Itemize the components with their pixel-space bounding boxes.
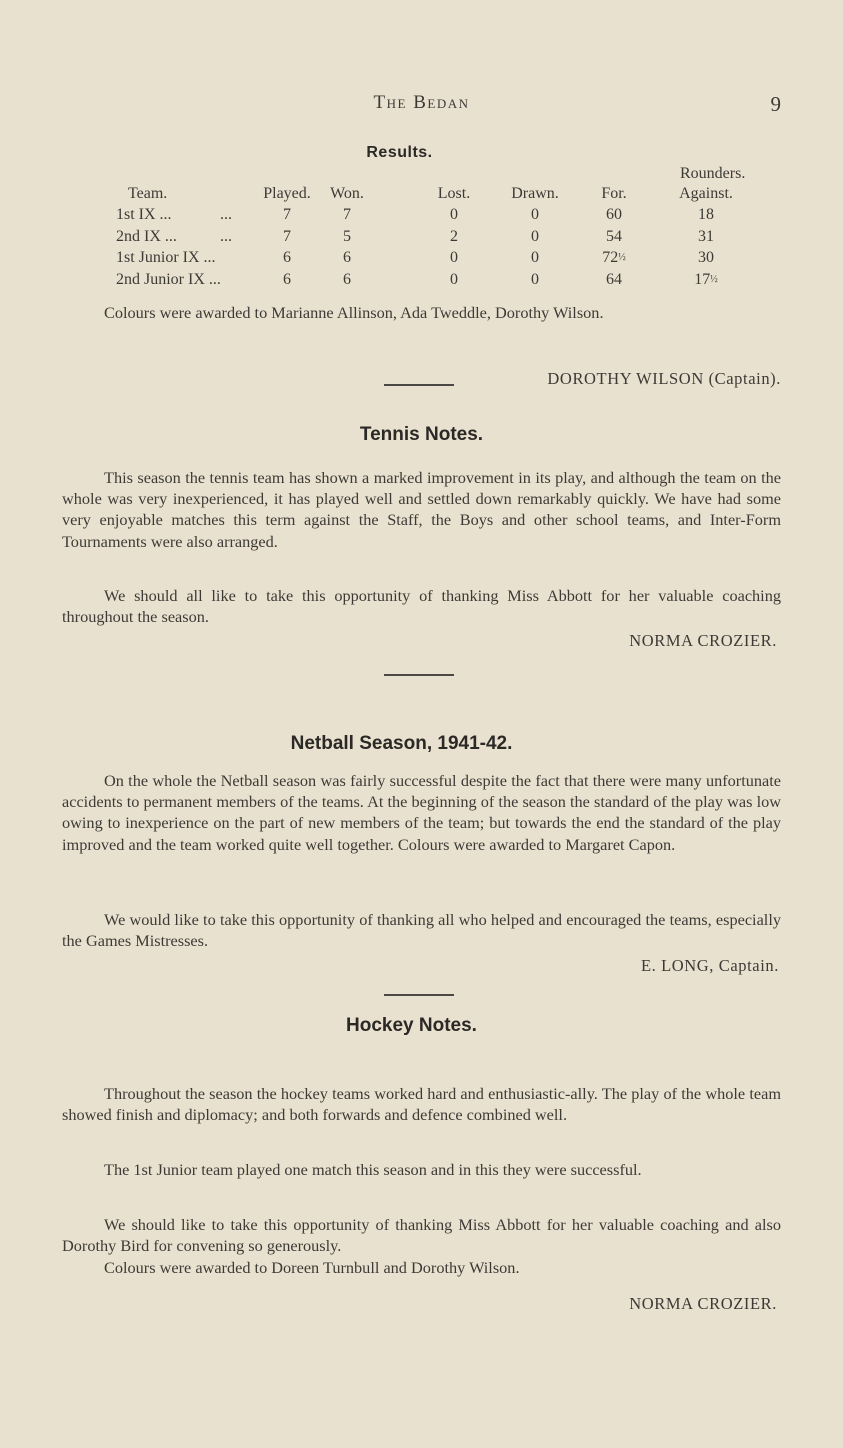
- against-value: 31: [698, 228, 714, 245]
- column-header-lost: Lost.: [437, 185, 471, 202]
- results-signature: DOROTHY WILSON (Captain).: [547, 369, 781, 388]
- running-head: The Bedan: [373, 92, 470, 113]
- column-header-against: Against.: [679, 185, 733, 202]
- rounders-column-group-header: Rounders.: [680, 165, 746, 182]
- table-cell-lost: 0: [450, 206, 458, 223]
- for-value: 54: [606, 228, 622, 245]
- for-value: 64: [606, 271, 622, 288]
- against-fraction: ½: [710, 274, 718, 285]
- table-cell-won: 6: [343, 271, 351, 288]
- results-heading: Results.: [366, 144, 433, 161]
- table-cell-won: 7: [343, 206, 351, 223]
- section-divider: [384, 994, 454, 996]
- table-cell-for: [589, 271, 639, 289]
- table-cell-against: [666, 228, 746, 246]
- column-header-drawn: Drawn.: [511, 185, 559, 202]
- for-value: 72: [602, 249, 619, 266]
- column-header-won: Won.: [330, 185, 364, 202]
- table-cell-drawn: 0: [531, 206, 539, 223]
- tennis-paragraph: We should all like to take this opportunity of thanking Miss Abbott for her valuable coaching throughout the season.: [62, 586, 781, 627]
- table-row-leader-dots: ...: [220, 228, 232, 245]
- hockey-paragraph: The 1st Junior team played one match this season and in this they were successful.: [104, 1160, 642, 1179]
- hockey-signature: NORMA CROZIER.: [629, 1294, 777, 1313]
- tennis-paragraph: This season the tennis team has shown a marked improvement in its play, and although the team on the whole was very inexperienced, it has played well and settled down remarkably quickly. We have had some very enjoyable matches this term against the Staff, the Boys and other school teams, and Inter-Form Tournaments were also arranged.: [62, 468, 781, 551]
- netball-signature: E. LONG, Captain.: [640, 956, 779, 975]
- table-cell-drawn: 0: [531, 271, 539, 288]
- netball-paragraph: We would like to take this opportunity of thanking all who helped and encouraged the teams, especially the Games Mistresses.: [62, 910, 781, 951]
- tennis-heading: Tennis Notes.: [359, 424, 484, 445]
- table-cell-lost: 2: [450, 228, 458, 245]
- table-cell-against: [666, 271, 746, 289]
- hockey-paragraph: Throughout the season the hockey teams worked hard and enthusiastic-ally. The play of the whole team showed finish and diplomacy; and both forwards and defence combined well.: [62, 1084, 781, 1125]
- results-colours-paragraph: Colours were awarded to Marianne Allinson, Ada Tweddle, Dorothy Wilson.: [104, 303, 604, 322]
- table-cell-drawn: 0: [531, 249, 539, 266]
- table-cell-for: [589, 228, 639, 246]
- table-cell-played: 6: [283, 271, 291, 288]
- table-row-leader-dots: ...: [220, 206, 232, 223]
- table-cell-played: 7: [283, 206, 291, 223]
- table-cell-won: 6: [343, 249, 351, 266]
- table-cell-for: [589, 249, 639, 267]
- table-row-team: 1st Junior IX ...: [116, 249, 216, 266]
- table-cell-won: 5: [343, 228, 351, 245]
- table-cell-against: [666, 249, 746, 267]
- for-fraction: ½: [618, 252, 626, 263]
- against-value: 18: [698, 206, 714, 223]
- for-value: 60: [606, 206, 622, 223]
- table-cell-played: 7: [283, 228, 291, 245]
- hockey-paragraph: We should like to take this opportunity of thanking Miss Abbott for her valuable coaching and also Dorothy Bird for convening so generously.: [62, 1215, 781, 1256]
- table-cell-lost: 0: [450, 271, 458, 288]
- netball-heading: Netball Season, 1941-42.: [290, 733, 513, 754]
- tennis-signature: NORMA CROZIER.: [629, 631, 777, 650]
- table-cell-lost: 0: [450, 249, 458, 266]
- table-row-team: 2nd IX ...: [116, 228, 177, 245]
- page-number: 9: [770, 92, 781, 116]
- table-cell-against: [666, 206, 746, 224]
- hockey-heading: Hockey Notes.: [346, 1015, 477, 1036]
- section-divider: [384, 674, 454, 676]
- column-header-team: Team.: [128, 185, 168, 202]
- table-cell-for: [589, 206, 639, 224]
- section-divider: [384, 384, 454, 386]
- table-cell-played: 6: [283, 249, 291, 266]
- column-header-played: Played.: [263, 185, 311, 202]
- table-row-team: 2nd Junior IX ...: [116, 271, 221, 288]
- results-table: [0, 0, 843, 290]
- table-row-team: 1st IX ...: [116, 206, 172, 223]
- column-header-for: For.: [601, 185, 627, 202]
- table-cell-drawn: 0: [531, 228, 539, 245]
- hockey-paragraph: Colours were awarded to Doreen Turnbull and Dorothy Wilson.: [104, 1258, 520, 1277]
- against-value: 30: [698, 249, 714, 266]
- netball-paragraph: On the whole the Netball season was fairly successful despite the fact that there were many unfortunate accidents to permanent members of the teams. At the beginning of the season the standard of the play was low owing to inexperience on the part of new members of the team; but towards the end the standard of the play improved and the team worked quite well together. Colours were awarded to Margaret Capon.: [62, 771, 781, 854]
- against-value: 17: [694, 271, 711, 288]
